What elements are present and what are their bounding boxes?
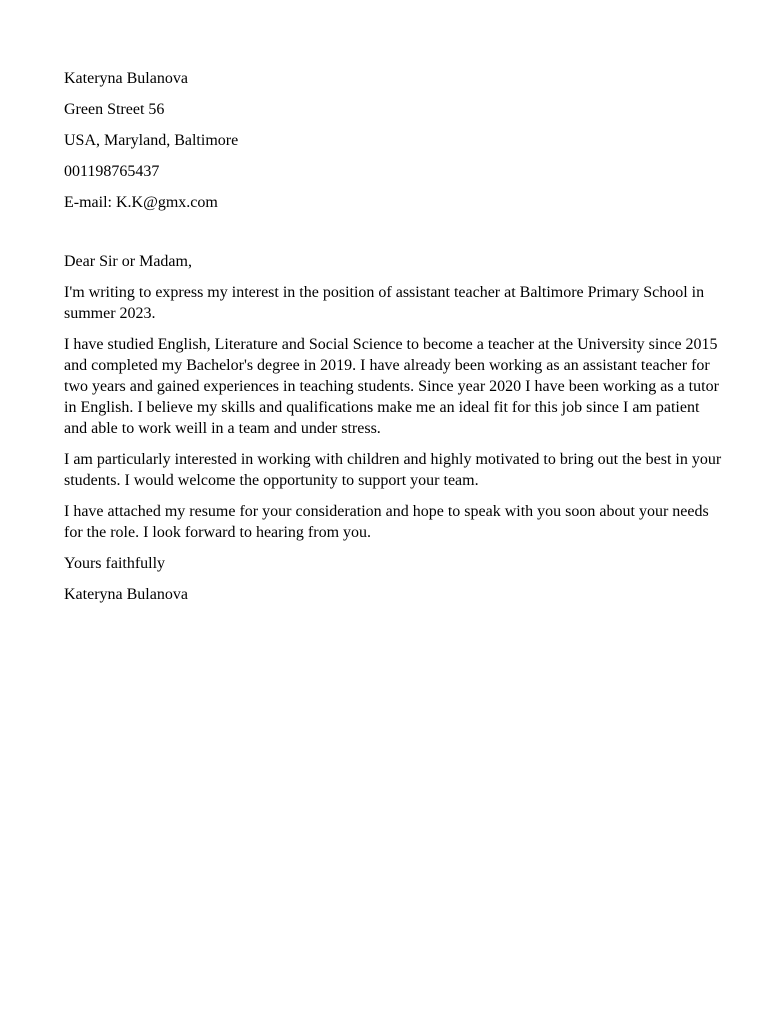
paragraph-closing-remarks: I have attached my resume for your consideration and hope to speak with you soon about your needs for the role. I look forward to hearing from you. <box>64 503 709 541</box>
sender-name: Kateryna Bulanova <box>64 70 188 87</box>
closing: Yours faithfully <box>64 555 166 572</box>
sender-email: E-mail: K.K@gmx.com <box>64 194 218 211</box>
sender-address <box>64 68 724 213</box>
sender-phone: 001198765437 <box>64 163 160 180</box>
letter-body <box>64 282 724 543</box>
salutation: Dear Sir or Madam, <box>64 253 192 270</box>
sender-location: USA, Maryland, Baltimore <box>64 132 239 149</box>
cover-letter <box>64 68 724 615</box>
sender-street: Green Street 56 <box>64 101 165 118</box>
paragraph-intro: I'm writing to express my interest in the position of assistant teacher at Baltimore Primary School in summer 2023. <box>64 284 705 322</box>
paragraph-experience: I have studied English, Literature and Social Science to become a teacher at the University since 2015 and completed my Bachelor's degree in 2019. I have already been working as an assistant teacher for two years and gained experiences in teaching students. Since year 2020 I have been working as a tutor in English. I believe my skills and qualifications make me an ideal fit for this job since I am patient and able to work weill in a team and under stress. <box>64 336 719 437</box>
paragraph-motivation: I am particularly interested in working with children and highly motivated to bring out the best in your students. I would welcome the opportunity to support your team. <box>64 451 722 489</box>
signature: Kateryna Bulanova <box>64 586 188 603</box>
